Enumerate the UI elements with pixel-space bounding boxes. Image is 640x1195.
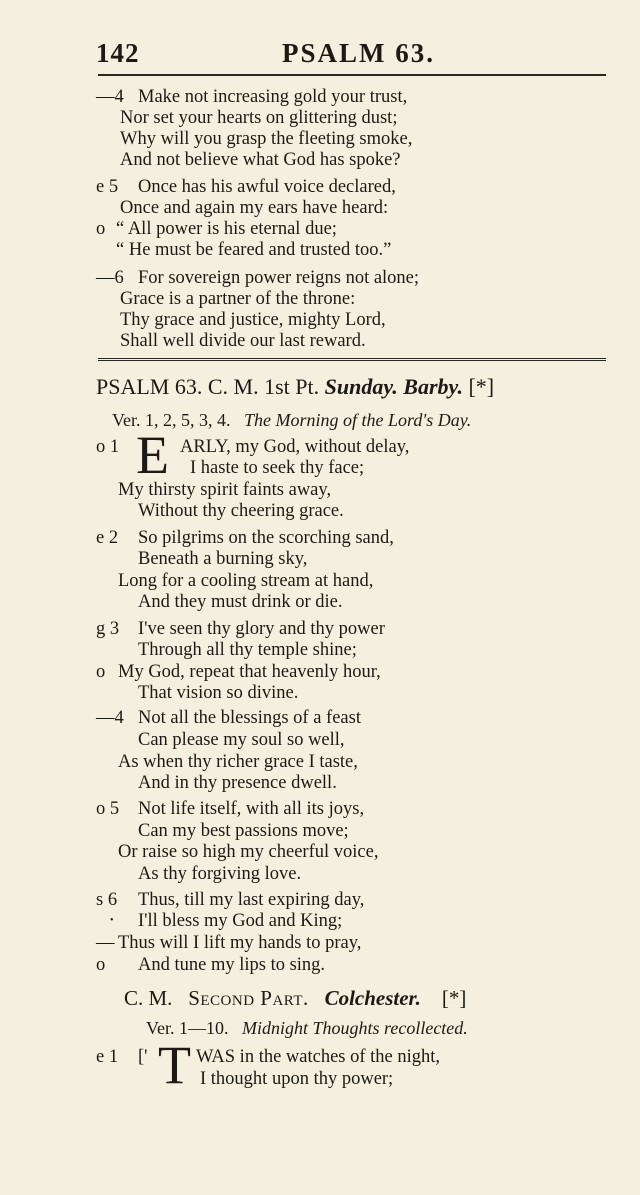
verse-line: “ He must be feared and trusted too.” [116,240,392,260]
part1-verses: Ver. 1, 2, 5, 3, 4. [112,410,231,430]
verse-line: As thy forgiving love. [138,864,302,884]
verse-mark: o [96,955,106,975]
part1-subtitle: The Morning of the Lord's Day. [244,410,472,430]
verse-line: “ All power is his eternal due; [116,219,337,239]
verse-line: That vision so divine. [138,683,299,703]
verse-line: Shall well divide our last reward. [120,331,366,351]
verse-line: Thus, till my last expiring day, [138,890,365,910]
verse-mark: o 5 [96,799,120,819]
verse-line: Thus will I lift my hands to pray, [118,933,362,953]
section-rule [98,358,606,361]
verse-line: And not believe what God has spoke? [120,150,401,170]
verse-line: Make not increasing gold your trust, [138,87,408,107]
verse-mark: — [96,933,115,953]
verse-line: And in thy presence dwell. [138,773,337,793]
verse-line: I haste to seek thy face; [190,458,365,478]
verse-line: Without thy cheering grace. [138,501,344,521]
verse-mark: —4 [96,708,124,728]
verse-line: I thought upon thy power; [200,1069,394,1089]
verse-line: For sovereign power reigns not alone; [138,268,420,288]
verse-line: So pilgrims on the scorching sand, [138,528,394,548]
verse-mark: e 5 [96,177,119,197]
verse-mark: • [110,915,114,926]
verse-line: My God, repeat that heavenly hour, [118,662,381,682]
part2-heading [124,986,466,1011]
part1-tune: Sunday. Barby. [324,374,463,399]
verse-line: ARLY, my God, without delay, [180,437,410,457]
verse-line: And they must drink or die. [138,592,343,612]
verse-line: I'll bless my God and King; [138,911,343,931]
verse-line: Nor set your hearts on glittering dust; [120,108,398,128]
verse-line: I've seen thy glory and thy power [138,619,385,639]
verse-line: WAS in the watches of the night, [196,1047,441,1067]
verse-line: As when thy richer grace I taste, [118,752,358,772]
verse-line: Grace is a partner of the throne: [120,289,356,309]
drop-cap: E [136,425,169,485]
bracket-mark: [' [138,1047,148,1067]
part2-cm: C. M. [124,986,173,1010]
verse-line: And tune my lips to sing. [138,955,326,975]
verse-line: Beneath a burning sky, [138,549,308,569]
verse-line: Through all thy temple shine; [138,640,357,660]
verse-line: Can please my soul so well, [138,730,345,750]
verse-line: Not life itself, with all its joys, [138,799,365,819]
verse-line: Thy grace and justice, mighty Lord, [120,310,386,330]
verse-line: Not all the blessings of a feast [138,708,361,728]
verse-mark: g 3 [96,619,120,639]
drop-cap: T [158,1035,191,1095]
page-title: PSALM 63. [282,38,435,68]
verse-line: Can my best passions move; [138,821,349,841]
verse-mark: o 1 [96,437,120,457]
verse-line: Or raise so high my cheerful voice, [118,842,379,862]
verse-line: Why will you grasp the fleeting smoke, [120,129,413,149]
verse-mark: —6 [96,268,124,288]
part2-subheading [146,1018,468,1039]
page-number: 142 [96,38,140,68]
verse-mark: o [96,219,106,239]
verse-mark: e 2 [96,528,119,548]
part2-tune: Colchester. [324,986,421,1010]
part2-verses: Ver. 1—10. [146,1018,229,1038]
verse-mark: s 6 [96,890,118,910]
part2-part: Second Part. [188,986,309,1010]
part1-mark: [*] [468,374,495,399]
header-rule [98,74,606,76]
part1-heading [96,374,494,400]
verse-mark: e 1 [96,1047,119,1067]
part1-heading-label: PSALM 63. C. M. 1st Pt. [96,374,320,399]
verse-mark: —4 [96,87,124,107]
part2-mark: [*] [441,986,467,1010]
verse-line: Once has his awful voice declared, [138,177,396,197]
verse-line: My thirsty spirit faints away, [118,480,332,500]
verse-line: Long for a cooling stream at hand, [118,571,374,591]
verse-line: Once and again my ears have heard: [120,198,389,218]
verse-mark: o [96,662,106,682]
part2-subtitle: Midnight Thoughts recollected. [242,1018,468,1038]
